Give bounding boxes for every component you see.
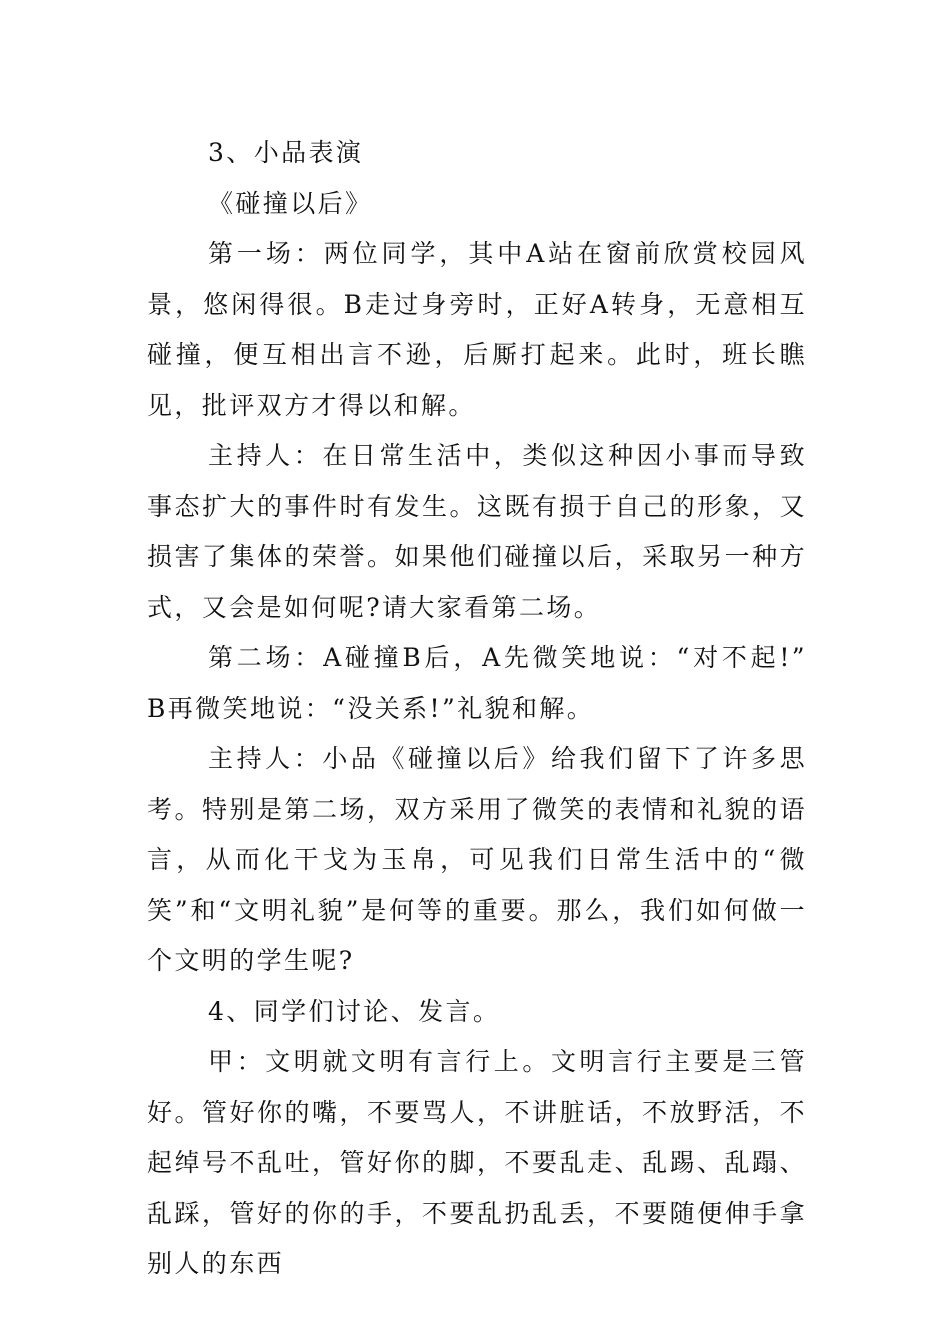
section-heading-skit: 3、小品表演 [208, 138, 364, 167]
document-body [147, 128, 807, 1290]
paragraph-scene-one: 第一场：两位同学，其中A站在窗前欣赏校园风景，悠闲得很。B走过身旁时，正好A转身，无意相互碰撞，便互相出言不逊，后厮打起来。此时，班长瞧见，批评双方才得以和解。 [147, 239, 807, 420]
paragraph-host-remark-two: 主持人：小品《碰撞以后》给我们留下了许多思考。特别是第二场，双方采用了微笑的表情和礼貌的语言，从而化干戈为玉帛，可见我们日常生活中的“微笑”和“文明礼貌”是何等的重要。那么，我们如何做一个文明的学生呢? [147, 744, 807, 975]
paragraph-host-remark-one: 主持人：在日常生活中，类似这种因小事而导致事态扩大的事件时有发生。这既有损于自己的形象，又损害了集体的荣誉。如果他们碰撞以后，采取另一种方式，又会是如何呢?请大家看第二场。 [147, 441, 807, 622]
skit-title: 《碰撞以后》 [208, 188, 373, 218]
paragraph-student-jia: 甲：文明就文明有言行上。文明言行主要是三管好。管好你的嘴，不要骂人，不讲脏话，不放野活，不起绰号不乱吐，管好你的脚，不要乱走、乱踢、乱蹋、乱踩，管好的你的手，不要乱扔乱丢，不要随便伸手拿别人的东西 [147, 1047, 807, 1278]
section-heading-discussion: 4、同学们讨论、发言。 [208, 996, 501, 1026]
paragraph-scene-two: 第二场：A碰撞B后，A先微笑地说：“对不起!” B再微笑地说：“没关系!”礼貌和解。 [147, 643, 807, 723]
